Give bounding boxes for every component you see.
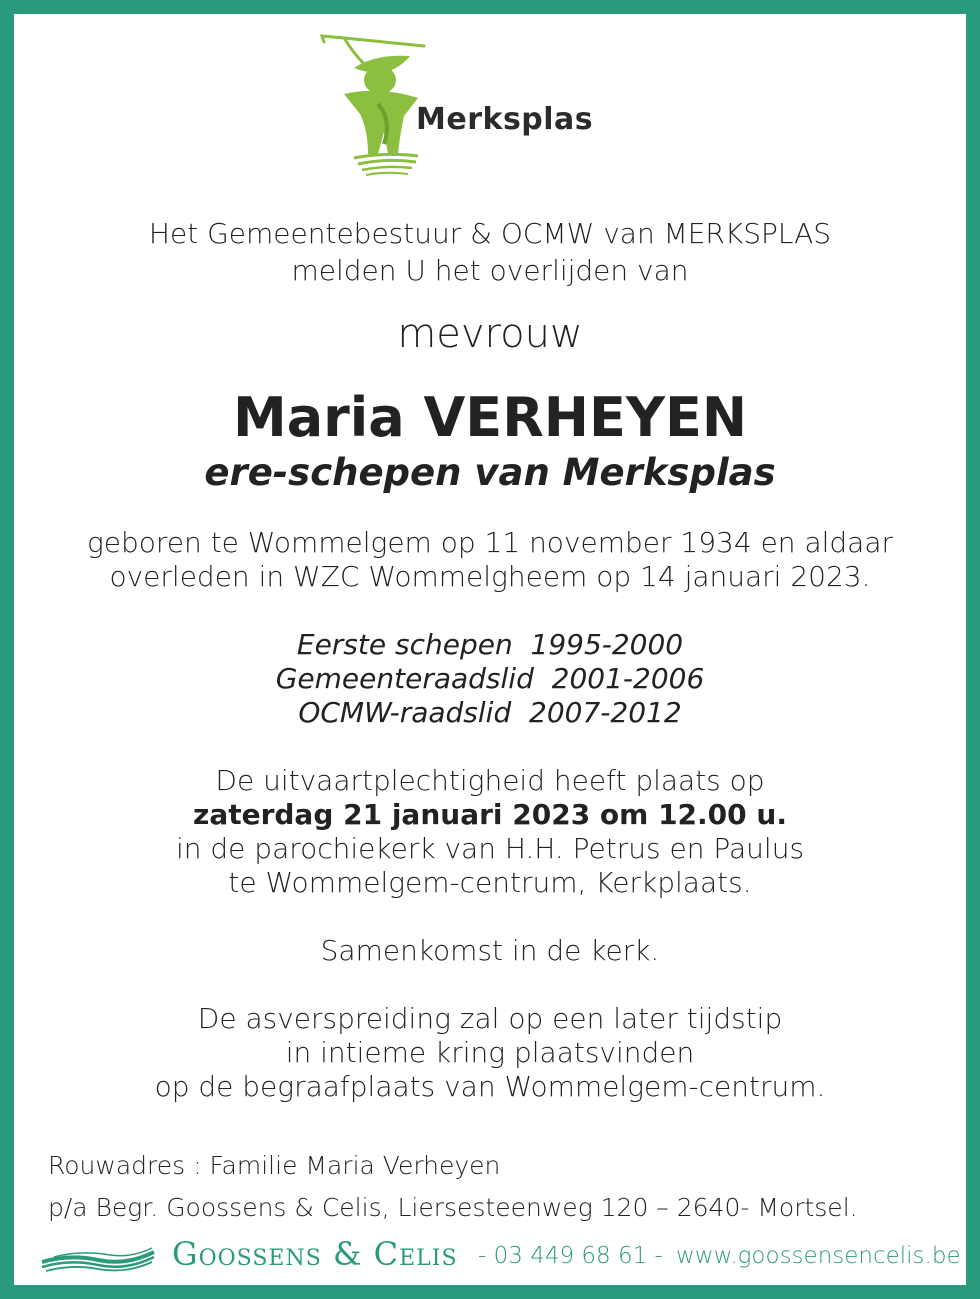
- intro-line-2: melden U het overlijden van: [291, 254, 689, 287]
- footer-brand: Goossens & Celis: [172, 1235, 458, 1273]
- obituary-card: [14, 14, 966, 1285]
- ashes-line-3: op de begraafplaats van Wommelgem-centrum.: [154, 1070, 826, 1103]
- salutation: mevrouw: [397, 311, 583, 357]
- ashes-line-1: De asverspreiding zal op een later tijdstip: [197, 1002, 783, 1035]
- wave-logo-icon: [40, 1238, 158, 1278]
- gathering: Samenkomst in de kerk.: [320, 934, 660, 967]
- deceased-name: Maria VERHEYEN: [232, 386, 748, 449]
- footer-phone: - 03 449 68 61 -: [478, 1243, 663, 1269]
- ashes-line-2: in intieme kring plaatsvinden: [285, 1036, 695, 1069]
- funeral-line-4: te Wommelgem-centrum, Kerkplaats.: [228, 866, 752, 899]
- funeral-date: zaterdag 21 januari 2023 om 12.00 u.: [193, 798, 787, 831]
- birth-line-2: overleden in WZC Wommelgheem op 14 januari 2023.: [109, 560, 871, 593]
- address-line-1: Rouwadres : Familie Maria Verheyen: [48, 1151, 501, 1180]
- birth-line-1: geboren te Wommelgem op 11 november 1934 en aldaar: [86, 526, 893, 559]
- funeral-line-3: in de parochiekerk van H.H. Petrus en Paulus: [175, 832, 805, 865]
- logo-text: Merksplas: [416, 102, 594, 137]
- address-line-2: p/a Begr. Goossens & Celis, Liersesteenweg 120 – 2640- Mortsel.: [48, 1193, 858, 1222]
- subtitle: ere-schepen van Merksplas: [204, 451, 776, 494]
- footer-website[interactable]: www.goossensencelis.be: [676, 1243, 961, 1269]
- function-line-2: Gemeenteraadslid 2001-2006: [275, 662, 705, 695]
- intro-line-1: Het Gemeentebestuur & OCMW van MERKSPLAS: [148, 217, 832, 250]
- function-line-3: OCMW-raadslid 2007-2012: [298, 696, 682, 729]
- footer: [40, 1234, 960, 1278]
- funeral-line-1: De uitvaartplechtigheid heeft plaats op: [215, 764, 765, 797]
- function-line-1: Eerste schepen 1995-2000: [296, 628, 684, 661]
